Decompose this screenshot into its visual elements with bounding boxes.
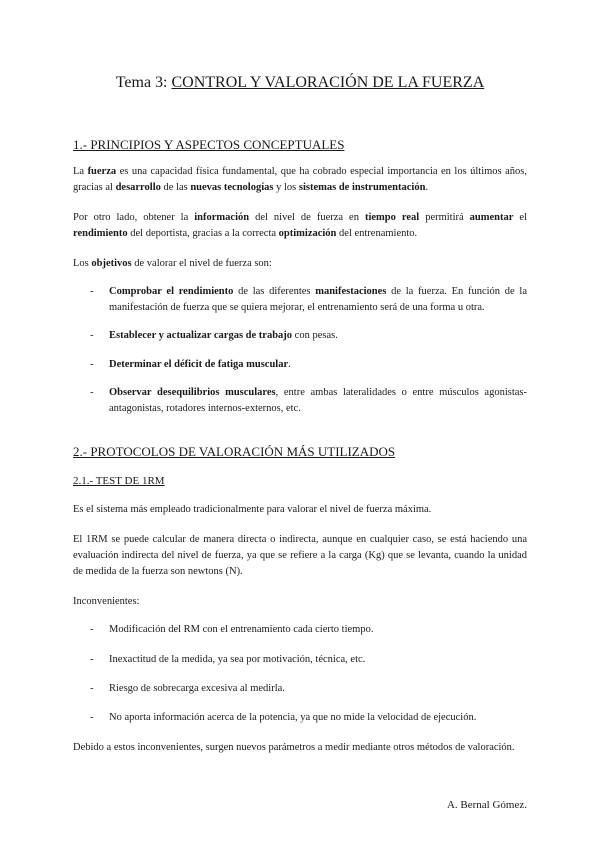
s2-paragraph-1: Es el sistema más empleado tradicionalmente para valorar el nivel de fuerza máxima. [73,504,432,515]
s1-bullet-4: - Observar desequilibrios musculares, entre ambas lateralidades o entre músculos agonistas-antagonistas, rotadores internos-externos, etc. [90,387,528,414]
s2-bullet-2: - Inexactitud de la medida, ya sea por motivación, técnica, etc. [90,654,366,665]
s2-paragraph-4: Debido a estos inconvenientes, surgen nuevos parámetros a medir mediante otros métodos de valoración. [73,742,515,753]
section-2-heading: 2.- PROTOCOLOS DE VALORACIÓN MÁS UTILIZADOS [73,444,396,459]
page-title [0,74,600,92]
s2-bullet-3: - Riesgo de sobrecarga excesiva al medirla. [90,683,285,694]
s2-paragraph-3: Inconvenientes: [73,596,140,607]
s2-bullet-4: - No aporta información acerca de la potencia, ya que no mide la velocidad de ejecución. [90,712,477,723]
s1-paragraph-2: Por otro lado, obtener la información del nivel de fuerza en tiempo real permitirá aumentar el rendimiento del deportista, gracias a la correcta optimización del entrenamiento. [73,212,527,239]
author-signature: A. Bernal Gómez. [446,799,527,811]
s1-bullet-2: - Establecer y actualizar cargas de trabajo con pesas. [90,330,338,341]
title-prefix: Tema 3: [115,74,172,91]
s1-bullet-1: - Comprobar el rendimiento de las diferentes manifestaciones de la fuerza. En función de la manifestación de fuerza que se quiera mejorar, el entrenamiento será de una forma u otra. [90,286,527,313]
section-1-heading: 1.- PRINCIPIOS Y ASPECTOS CONCEPTUALES [73,137,345,152]
title-main: CONTROL Y VALORACIÓN DE LA FUERZA [171,74,485,91]
s1-paragraph-1: La fuerza es una capacidad física fundamental, que ha cobrado especial importancia en los últimos años, gracias al desarrollo de las nuevas tecnologías y los sistemas de instrumentación. [73,166,527,193]
s2-paragraph-2: El 1RM se puede calcular de manera directa o indirecta, aunque en cualquier caso, se está haciendo una evaluación indirecta del nivel de fuerza, ya que se refiere a la carga (Kg) que se levanta, cuando la unidad de medida de la fuerza son newtons (N). [73,534,527,577]
s1-paragraph-3: Los objetivos de valorar el nivel de fuerza son: [73,258,272,269]
section-2-1-heading: 2.1.- TEST DE 1RM [73,475,165,487]
s2-bullet-1: - Modificación del RM con el entrenamiento cada cierto tiempo. [90,624,374,635]
s1-bullet-3: - Determinar el déficit de fatiga muscular. [90,359,291,370]
